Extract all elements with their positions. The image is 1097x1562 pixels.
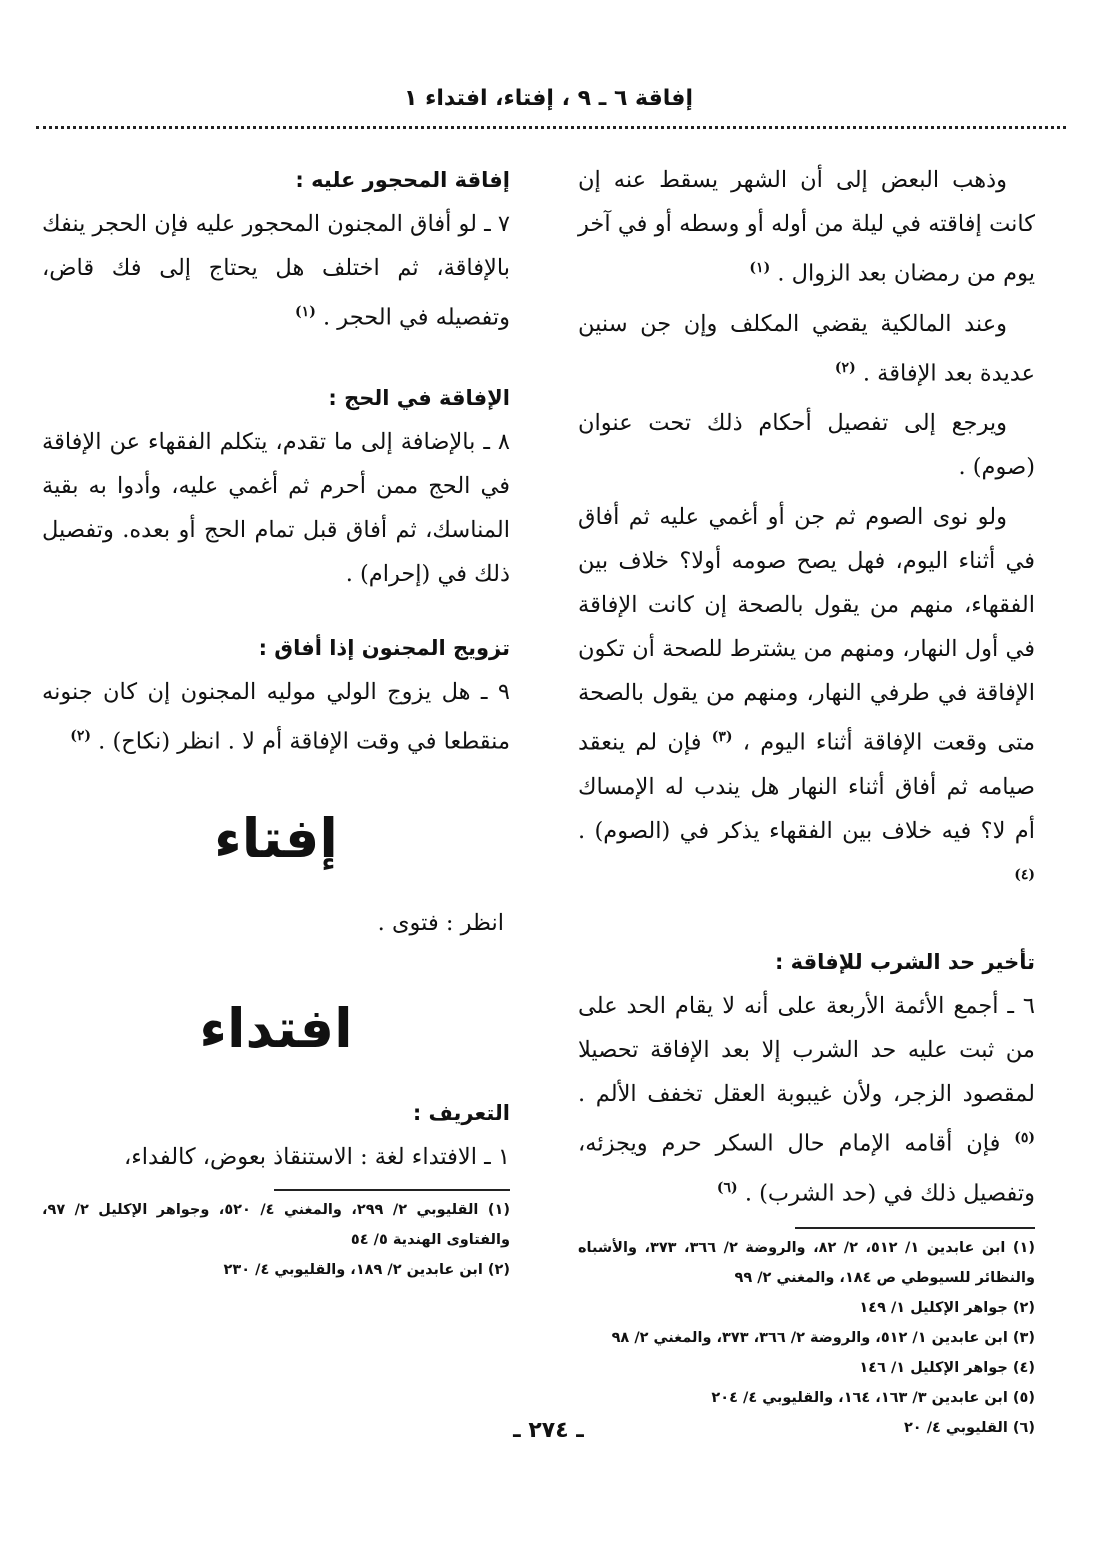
section-heading-interdicted: إفاقة المحجور عليه : bbox=[295, 168, 510, 192]
footnote-ref: (٣) bbox=[711, 729, 733, 745]
footnote-ref: (١) bbox=[749, 260, 771, 276]
footnote-item: (٦) القليوبي ٤/ ٢٠ bbox=[903, 1420, 1035, 1436]
left-column bbox=[42, 158, 510, 1285]
footnote-ref: (٥) bbox=[1014, 1130, 1036, 1146]
entry-title-ifta: إفتاء bbox=[214, 807, 338, 870]
paragraph-seven bbox=[42, 202, 510, 340]
paragraph-eight: ٨ ـ بالإضافة إلى ما تقدم، يتكلم الفقهاء عن الإفاقة في الحج ممن أحرم ثم أغمي عليه، وأدوا به بقية المناسك، ثم أفاق قبل تمام الحج أو بعده. وتفصيل ذلك في (إحرام) . bbox=[42, 428, 510, 587]
section-heading-hajj: الإفاقة في الحج : bbox=[328, 385, 510, 410]
footnote-item: (٥) ابن عابدين ٣/ ١٦٣، ١٦٤، والقليوبي ٤/ ٢٠٤ bbox=[711, 1390, 1035, 1406]
footnote-ref: (٦) bbox=[716, 1179, 738, 1196]
footnote-item: (٣) ابن عابدين ١/ ٥١٢، والروضة ٢/ ٣٦٦، ٣٧٣، والمغني ٢/ ٩٨ bbox=[611, 1330, 1035, 1346]
footnote-ref: (٢) bbox=[834, 359, 856, 376]
footnotes-right bbox=[578, 1233, 1035, 1443]
footnote-item: (١) القليوبي ٢/ ٢٩٩، والمغني ٤/ ٥٢٠، وجواهر الإكليل ٢/ ٩٧، والفتاوى الهندية ٥/ ٥٤ bbox=[42, 1202, 510, 1248]
footnote-divider bbox=[795, 1227, 1035, 1229]
paragraph-text: ٩ ـ هل يزوج الولي موليه المجنون إن كان جنونه منقطعا في وقت الإفاقة أم لا . انظر (نكاح) . bbox=[42, 678, 510, 754]
page-number: ـ ٢٧٤ ـ bbox=[513, 1418, 584, 1443]
paragraph-fasting-recovery bbox=[578, 495, 1035, 902]
paragraph-definition: ١ ـ الافتداء لغة : الاستنقاذ بعوض، كالفداء، bbox=[123, 1144, 510, 1170]
paragraph-fasting-month bbox=[578, 158, 1035, 296]
paragraph-six bbox=[578, 984, 1035, 1215]
footnote-item: (٢) جواهر الإكليل ١/ ١٤٩ bbox=[859, 1300, 1035, 1316]
header-divider bbox=[36, 126, 1066, 129]
section-heading-delay-punishment: تأخير حد الشرب للإفاقة : bbox=[774, 950, 1035, 974]
paragraph-text: فإن لم ينعقد صيامه ثم أفاق أثناء النهار هل يندب له الإمساك أم لا؟ فيه خلاف بين الفقهاء يذكر في (الصوم) . bbox=[578, 729, 1035, 844]
paragraph-text: فإن أقامه الإمام حال السكر حرم ويجزئه، وتفصيل ذلك في (حد الشرب) . bbox=[578, 1130, 1035, 1206]
footnotes-left bbox=[42, 1195, 510, 1285]
footnote-ref: (٢) bbox=[70, 727, 92, 744]
right-column bbox=[578, 158, 1035, 1443]
paragraph-text: وذهب البعض إلى أن الشهر يسقط عنه إن كانت إفاقته في ليلة من أوله أو وسطه أو في آخر يوم من رمضان بعد الزوال . bbox=[578, 167, 1035, 287]
section-heading-definition: التعريف : bbox=[412, 1101, 510, 1125]
footnote-item: (٤) جواهر الإكليل ١/ ١٤٦ bbox=[859, 1360, 1035, 1376]
paragraph-text: ٦ ـ أجمع الأئمة الأربعة على أنه لا يقام الحد على من ثبت عليه حد الشرب إلا بعد الإفاقة تحصيلا لمقصود الزجر، ولأن غيبوبة العقل تخفف الألم . bbox=[578, 993, 1035, 1107]
footnote-ref: (١) bbox=[295, 304, 316, 320]
running-header: إفاقة ٦ ـ ٩ ، إفتاء، افتداء ١ bbox=[404, 86, 693, 111]
paragraph-text: ٧ ـ لو أفاق المجنون المحجور عليه فإن الحجر ينفك بالإفاقة، ثم اختلف هل يحتاج إلى فك قاض، وتفصيله في الحجر . bbox=[42, 211, 510, 331]
section-heading-marriage: تزويج المجنون إذا أفاق : bbox=[258, 635, 510, 660]
paragraph-malikiyya bbox=[578, 302, 1035, 396]
paragraph-text: ولو نوى الصوم ثم جن أو أغمي عليه ثم أفاق في أثناء اليوم، فهل يصح صومه أولا؟ خلاف بين الفقهاء، منهم من يقول بالصحة إن كانت الإفاقة في أول النهار، ومنهم من يشترط للصحة أن تكون الإفاقة في طرفي النهار، ومنهم من يقول بالصحة متى وقعت الإفاقة أثناء اليوم ، bbox=[578, 504, 1036, 756]
paragraph-text: وعند المالكية يقضي المكلف وإن جن سنين عديدة بعد الإفاقة . bbox=[578, 310, 1035, 386]
paragraph-nine bbox=[42, 670, 510, 764]
footnote-item: (١) ابن عابدين ١/ ٥١٢، ٢/ ٨٢، والروضة ٢/ ٣٦٦، ٣٧٣، والأشباه والنظائر للسيوطي ص ١٨٤، والمغني ٢/ ٩٩ bbox=[578, 1240, 1035, 1286]
footnote-item: (٢) ابن عابدين ٢/ ١٨٩، والقليوبي ٤/ ٢٣٠ bbox=[223, 1262, 510, 1278]
footnote-divider bbox=[274, 1189, 510, 1191]
entry-title-iftida: افتداء bbox=[199, 997, 353, 1060]
footnote-ref: (٤) bbox=[1014, 866, 1035, 883]
paragraph-refer-fasting: ويرجع إلى تفصيل أحكام ذلك تحت عنوان (صوم) . bbox=[578, 410, 1035, 480]
see-also-reference: انظر : فتوى . bbox=[377, 910, 504, 936]
